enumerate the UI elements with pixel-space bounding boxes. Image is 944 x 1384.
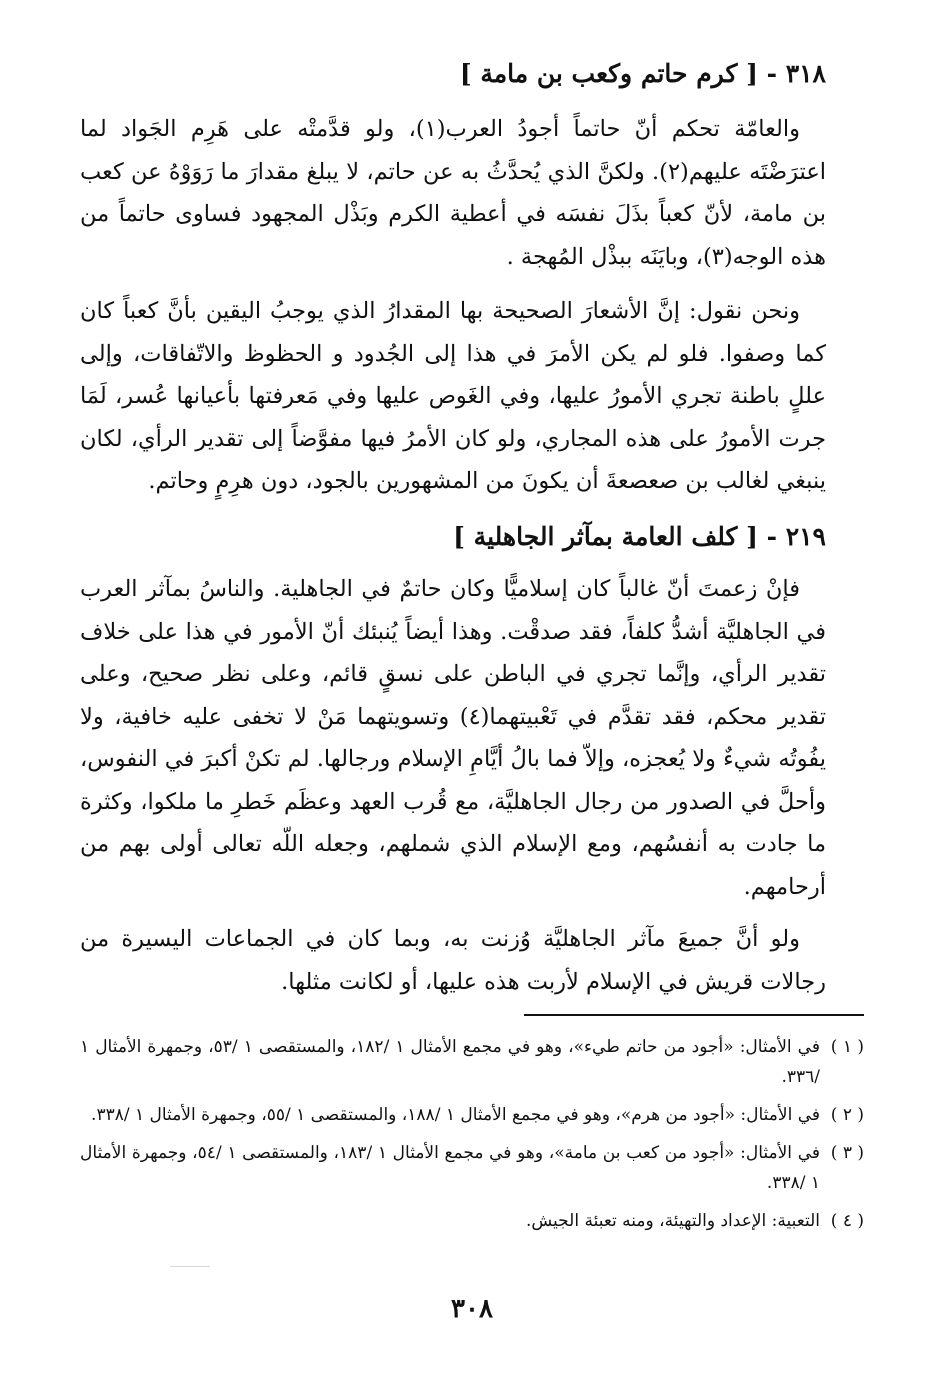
footnote-number: ( ٤ ) [830, 1211, 864, 1231]
footnote [80, 1100, 864, 1130]
footnotes [80, 1032, 864, 1244]
footnote-text: التعبية: الإعداد والتهيئة، ومنه تعبئة الجيش. [525, 1211, 820, 1231]
footnote-text: في الأمثال: «أجود من كعب بن مامة»، وهو في مجمع الأمثال ١ /١٨٣، والمستقصى ١ /٥٤، وجمهرة الأمثال ١ /٣٣٨. [80, 1143, 820, 1193]
paragraph-3: فإنْ زعمتَ أنّ غالباً كان إسلاميًّا وكان حاتمٌ في الجاهلية. والناسُ بمآثر العرب في الجاهليَّة أشدُّ كلفاً، فقد صدقْت. وهذا أيضاً يُنبئك أنّ الأمور في هذا على خلاف تقدير الرأي، وإنَّما تجري في الباطن على نسقٍ قائم، وعلى نظر صحيح، وعلى تقدير محكم، فقد تقدَّم في تَعْبيتهما(٤) وتسويتهما مَنْ لا تخفى عليه خافية، ولا يفُوتُه شيءٌ ولا يُعجزه، وإلاّ فما بالُ أيَّامِ الإسلام ورجالها. لم تكنْ أكبرَ في النفوس، وأحلَّ في الصدور من رجال الجاهليَّة، مع قُرب العهد وعظَم خَطرِ ما ملكوا، وكثرة ما جادت به أنفسُهم، ومع الإسلام الذي شملهم، وجعله اللّه تعالى أولى بهم من أرحامهم. [79, 576, 826, 900]
footnote [80, 1138, 864, 1198]
footnote-text: في الأمثال: «أجود من حاتم طيء»، وهو في مجمع الأمثال ١ /١٨٢، والمستقصى ١ /٥٣، وجمهرة الأمثال ١ /٣٣٦. [80, 1037, 820, 1087]
paragraph-1: والعامّة تحكم أنّ حاتماً أجودُ العرب(١)، ولو قدَّمتْه على هَرِم الجَواد لما اعترَضْتَه عليهم(٢). ولكنَّ الذي يُحدَّثُ به عن حاتم، لا يبلغ مقدارَ ما رَوَوْهُ عن كعب بن مامة، لأنّ كعباً بذَلَ نفسَه في أعطية الكرم وبَذْل المجهود فساوى حاتماً من هذه الوجه(٣)، وبايَنَه ببذْل المُهجة . [80, 116, 826, 270]
footnote-separator [524, 1014, 864, 1016]
scan-mark [170, 1266, 210, 1267]
paragraph-2: ونحن نقول: إنَّ الأشعارَ الصحيحة بها المقدارُ الذي يوجبُ اليقين بأنَّ كعباً كان كما وصفوا. فلو لم يكن الأمرَ في هذا إلى الجُدود و الحظوظ والاتّفاقات، وإلى عللٍ باطنة تجري الأمورُ عليها، وفي الغَوص عليها وفي مَعرفتها بأعيانها عُسر، لَمَا جرت الأمورُ على هذه المجاري، ولو كان الأمرُ فيها مفوَّضاً إلى تقدير الرأي، لكان ينبغي لغالب بن صعصعةَ أن يكونَ من المشهورين بالجود، دون هرِمٍ وحاتم. [80, 298, 826, 494]
page-number: ٣٠٨ [451, 1294, 493, 1324]
footnote-number: ( ٢ ) [830, 1105, 864, 1125]
section-heading-319: ٢١٩ - [ كلف العامة بمآثر الجاهلية ] [453, 522, 826, 551]
footnote-number: ( ٣ ) [830, 1143, 864, 1163]
footnote [80, 1032, 864, 1092]
footnote-text: في الأمثال: «أجود من هرم»، وهو في مجمع الأمثال ١ /١٨٨، والمستقصى ١ /٥٥، وجمهرة الأمثال ١ /٣٣٨. [91, 1105, 820, 1125]
footnote-number: ( ١ ) [830, 1037, 864, 1057]
paragraph-4: ولو أنَّ جميعَ مآثر الجاهليَّة وُزنت به، وبما كان في الجماعات اليسيرة من رجالات قريش في الإسلام لأربت هذه عليها، أو لكانت مثلها. [80, 926, 826, 995]
footnote [80, 1206, 864, 1236]
section-heading-318: ٣١٨ - [ كرم حاتم وكعب بن مامة ] [459, 59, 826, 88]
